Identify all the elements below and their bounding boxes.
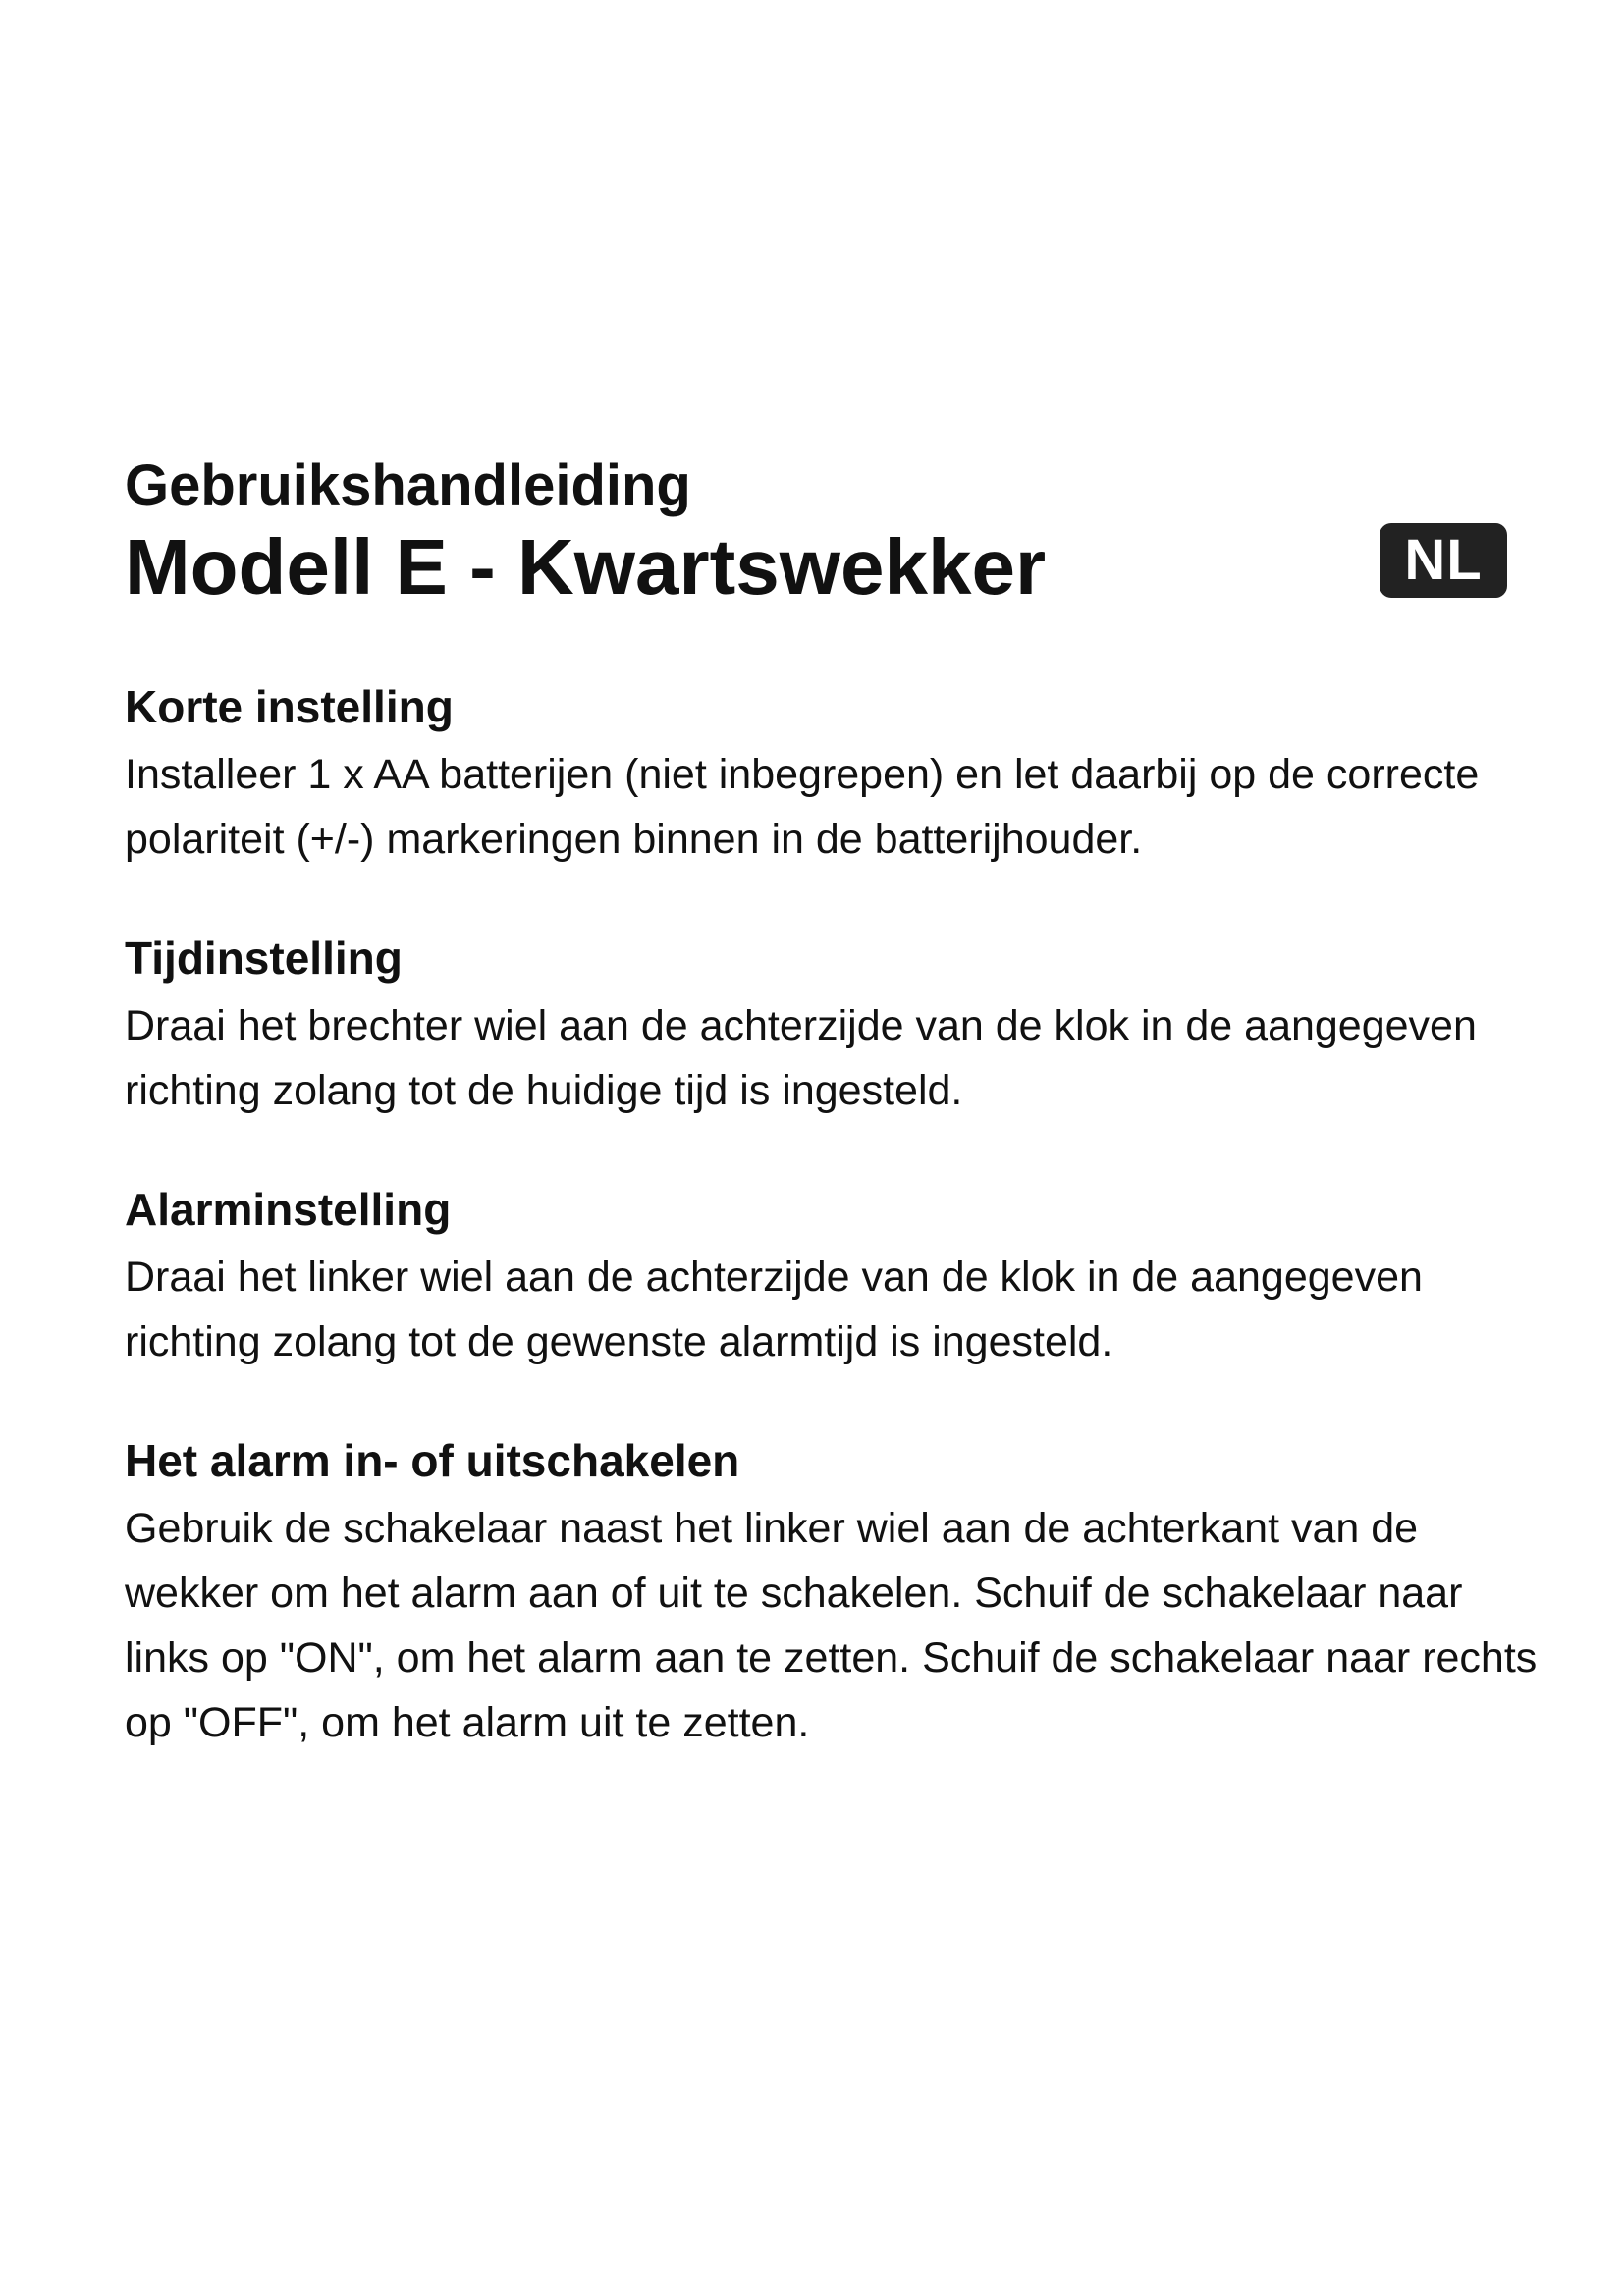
section-heading: Tijdinstelling (125, 933, 403, 984)
document-header (125, 452, 1519, 614)
section-time-setting (125, 929, 1539, 1123)
document-content (125, 677, 1539, 1812)
section-alarm-toggle (125, 1431, 1539, 1755)
section-body: Draai het brechter wiel aan de achterzijde van de klok in de aangegeven richting zolang tot de huidige tijd is ingesteld. (125, 1002, 1477, 1114)
section-heading: Alarminstelling (125, 1184, 452, 1235)
language-badge: NL (1380, 523, 1507, 598)
section-body: Installeer 1 x AA batterijen (niet inbegrepen) en let daarbij op de correcte polariteit (+/-) markeringen binnen in de batterijhouder. (125, 751, 1480, 863)
section-body: Gebruik de schakelaar naast het linker wiel aan de achterkant van de wekker om het alarm aan of uit te schakelen. Schuif de schakelaar naar links op "ON", om het alarm aan te zetten. Schuif de schakelaar naar rechts op "OFF", om het alarm uit te zetten. (125, 1505, 1538, 1746)
section-heading: Het alarm in- of uitschakelen (125, 1435, 740, 1486)
section-quick-setup (125, 677, 1539, 872)
document-subtitle: Gebruikshandleiding (125, 454, 691, 517)
document-title: Modell E - Kwartswekker (125, 523, 1047, 611)
section-heading: Korte instelling (125, 681, 454, 732)
section-body: Draai het linker wiel aan de achterzijde van de klok in de aangegeven richting zolang tot de gewenste alarmtijd is ingesteld. (125, 1254, 1423, 1365)
section-alarm-setting (125, 1180, 1539, 1374)
